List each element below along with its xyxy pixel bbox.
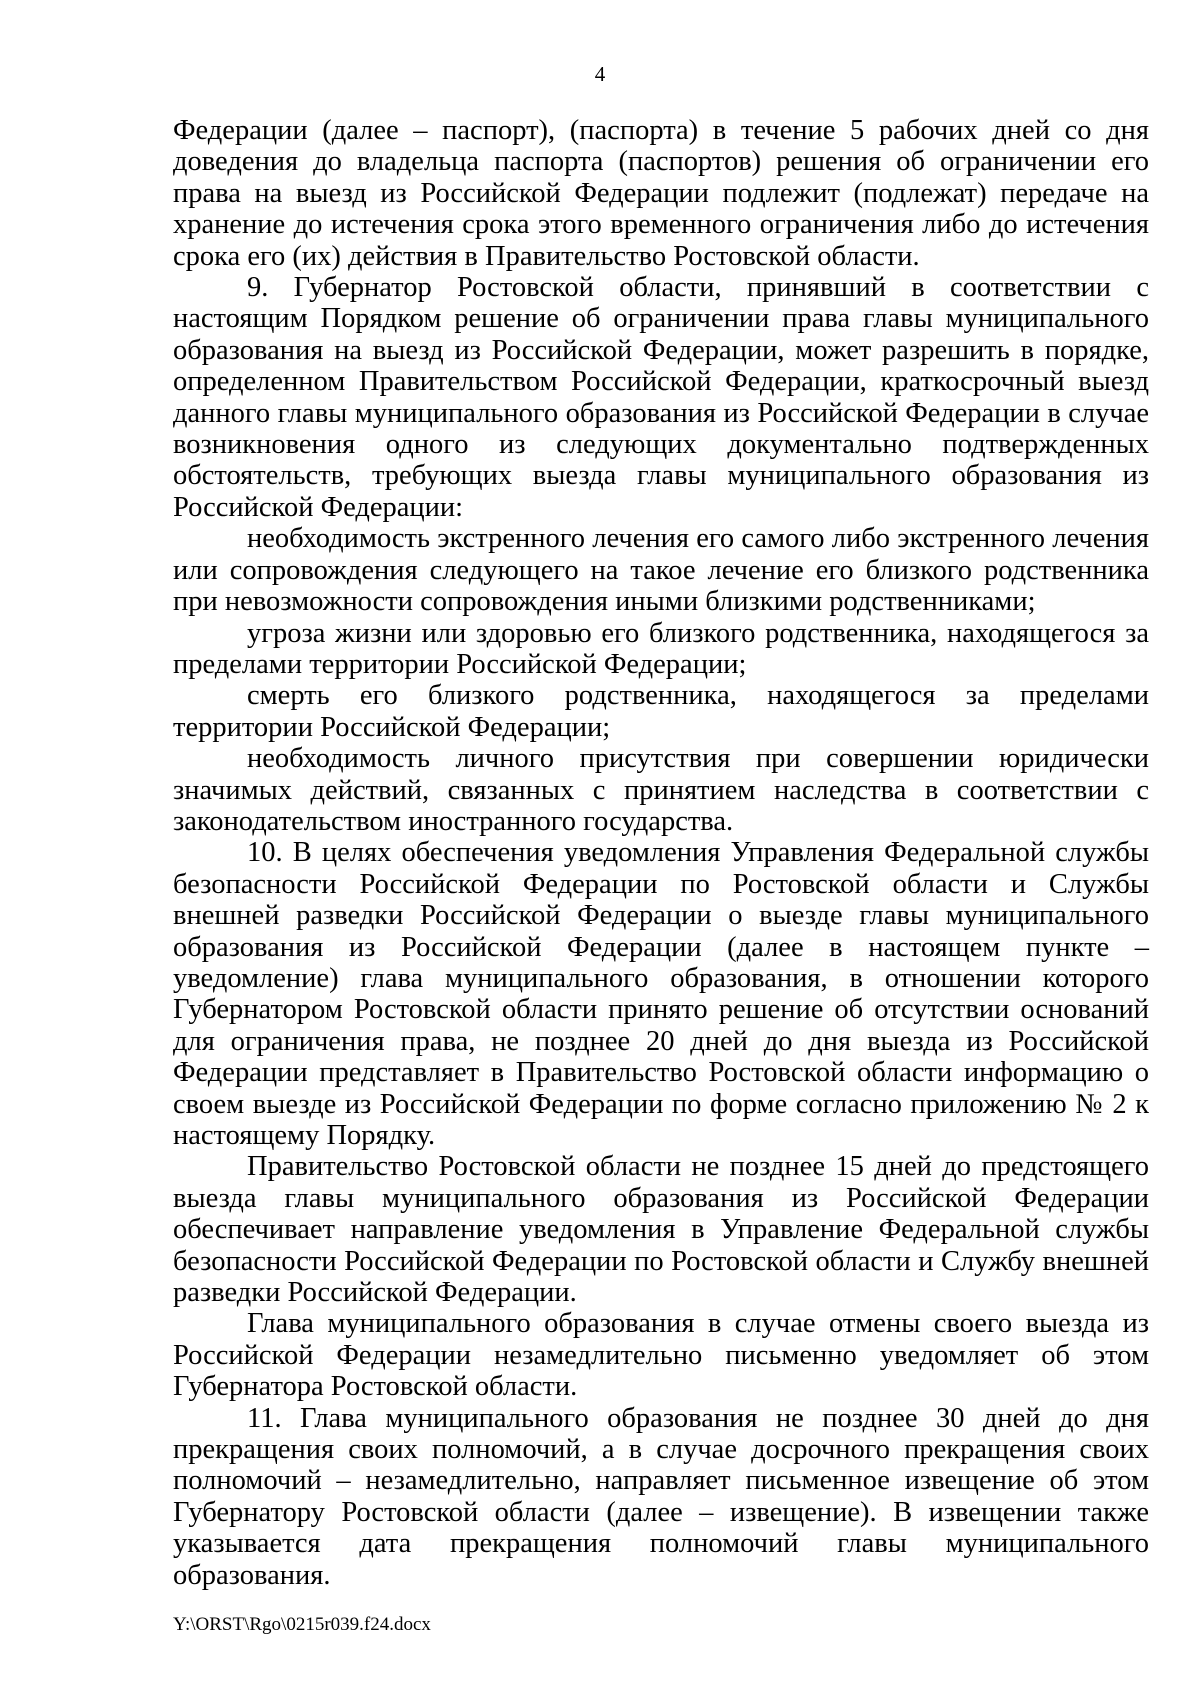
footer-file-path: Y:\ORST\Rgo\0215r039.f24.docx (173, 1614, 431, 1635)
paragraph-passport-continuation: Федерации (далее – паспорт), (паспорта) в течение 5 рабочих дней со дня доведения до владельца паспорта (паспортов) решения об ограничении его права на выезд из Российской Федерации подлежит (подлежат) передаче на хранение до истечения срока этого временного ограничения либо до истечения срока его (их) действия в Правительство Ростовской области. (173, 115, 1149, 272)
paragraph-government-notification: Правительство Ростовской области не позднее 15 дней до предстоящего выезда главы муниципального образования из Российской Федерации обеспечивает направление уведомления в Управление Федеральной службы безопасности Российской Федерации по Ростовской области и Службу внешней разведки Российской Федерации. (173, 1151, 1149, 1309)
paragraph-circumstance-treatment: необходимость экстренного лечения его самого либо экстренного лечения или сопровождения следующего на такое лечение его близкого родственника при невозможности сопровождения иными близкими родственниками; (173, 523, 1149, 618)
paragraph-circumstance-death: смерть его близкого родственника, находящегося за пределами территории Российской Федерации; (173, 680, 1149, 743)
paragraph-item-10: 10. В целях обеспечения уведомления Управления Федеральной службы безопасности Российской Федерации по Ростовской области и Службы внешней разведки Российской Федерации о выезде главы муниципального образования из Российской Федерации (далее в настоящем пункте – уведомление) глава муниципального образования, в отношении которого Губернатором Ростовской области принято решение об отсутствии оснований для ограничения права, не позднее 20 дней до дня выезда из Российской Федерации представляет в Правительство Ростовской области информацию о своем выезде из Российской Федерации по форме согласно приложению № 2 к настоящему Порядку. (173, 837, 1149, 1151)
document-body (173, 115, 1149, 1591)
paragraph-circumstance-threat: угроза жизни или здоровью его близкого родственника, находящегося за пределами территории Российской Федерации; (173, 617, 1149, 680)
page-number: 4 (594, 62, 606, 86)
paragraph-item-9: 9. Губернатор Ростовской области, принявший в соответствии с настоящим Порядком решение об ограничении права главы муниципального образования на выезд из Российской Федерации, может разрешить в порядке, определенном Правительством Российской Федерации, краткосрочный выезд данного главы муниципального образования из Российской Федерации в случае возникновения одного из следующих документально подтвержденных обстоятельств, требующих выезда главы муниципального образования из Российской Федерации: (173, 272, 1149, 523)
paragraph-cancellation: Глава муниципального образования в случае отмены своего выезда из Российской Федерации незамедлительно письменно уведомляет об этом Губернатора Ростовской области. (173, 1308, 1149, 1403)
paragraph-circumstance-inheritance: необходимость личного присутствия при совершении юридически значимых действий, связанных с принятием наследства в соответствии с законодательством иностранного государства. (173, 743, 1149, 837)
paragraph-item-11: 11. Глава муниципального образования не позднее 30 дней до дня прекращения своих полномочий, а в случае досрочного прекращения своих полномочий – незамедлительно, направляет письменное извещение об этом Губернатору Ростовской области (далее – извещение). В извещении также указывается дата прекращения полномочий главы муниципального образования. (173, 1402, 1149, 1591)
